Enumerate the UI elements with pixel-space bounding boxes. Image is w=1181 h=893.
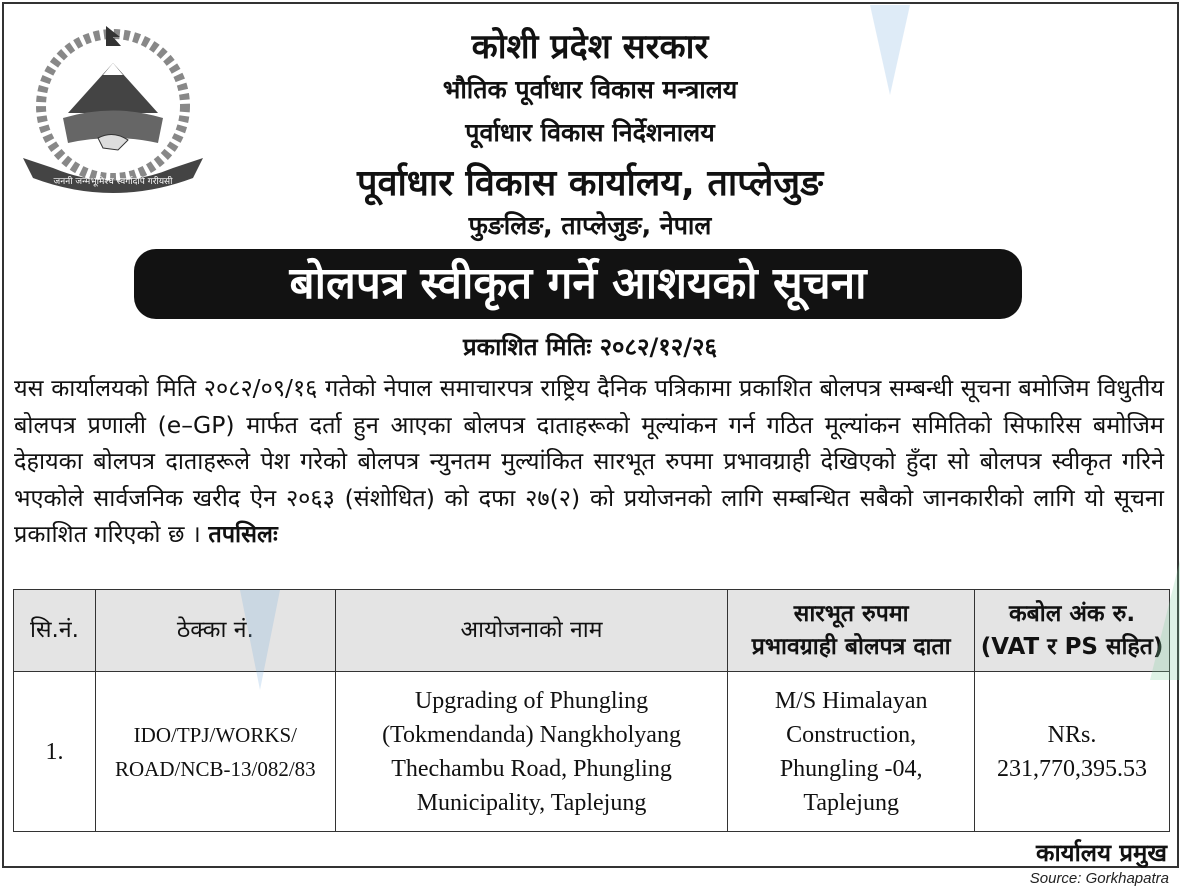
header-sn: सि.नं. (14, 590, 96, 672)
table-row (14, 672, 1170, 832)
header-contract-no: ठेक्का नं. (95, 590, 335, 672)
header-amount: कबोल अंक रु. (VAT र PS सहित) (975, 590, 1170, 672)
notice-title: बोलपत्र स्वीकृत गर्ने आशयको सूचना (289, 258, 867, 309)
cell-amount: NRs. 231,770,395.53 (975, 672, 1170, 832)
details-label: तपसिलः (208, 520, 278, 548)
directorate-name: पूर्वाधार विकास निर्देशनालय (465, 118, 715, 147)
notice-body (14, 370, 1164, 553)
office-name: पूर्वाधार विकास कार्यालय, ताप्लेजुङ (357, 163, 823, 204)
svg-text:जननी जन्मभूमिश्च स्वर्गादपि गर: जननी जन्मभूमिश्च स्वर्गादपि गरीयसी (53, 177, 173, 187)
table-header-row (14, 590, 1170, 672)
notice-body-text: यस कार्यालयको मिति २०८२/०९/१६ गतेको नेपाल समाचारपत्र राष्ट्रिय दैनिक पत्रिकामा प्रकाशित बोलपत्र सम्बन्धी सूचना बमोजिम विधुतीय बोलपत्र प्रणाली (e–GP) मार्फत दर्ता हुन आएका बोलपत्र दाताहरूको मूल्यांकन गर्न गठित मूल्यांकन समितिको सिफारिस बमोजिम देहायका बोलपत्र दाताहरूले पेश गरेको बोलपत्र न्युनतम मुल्यांकित सारभूत रुपमा प्रभावग्राही देखिएको हुँदा सो बोलपत्र स्वीकृत गरिने भएकोले सार्वजनिक खरीद ऐन २०६३ (संशोधित) को दफा २७(२) को प्रयोजनको लागि सम्बन्धित सबैको जानकारीको लागि यो सूचना प्रकाशित गरिएको छ । (14, 374, 1164, 548)
cell-bidder: M/S Himalayan Construction, Phungling -04, Taplejung (728, 672, 975, 832)
ministry-name: भौतिक पूर्वाधार विकास मन्त्रालय (442, 75, 738, 104)
cell-sn: 1. (14, 672, 96, 832)
notice-title-banner (134, 249, 1022, 319)
cell-contract-no: IDO/TPJ/WORKS/ ROAD/NCB-13/082/83 (95, 672, 335, 832)
cell-project-name: Upgrading of Phungling (Tokmendanda) Nangkholyang Thechambu Road, Phungling Municipality, Taplejung (335, 672, 728, 832)
header-project-name: आयोजनाको नाम (335, 590, 728, 672)
source-credit: Source: Gorkhapatra (1029, 870, 1169, 887)
published-date: प्रकाशित मितिः २०८२/१२/२६ (463, 333, 717, 361)
header-bidder: सारभूत रुपमा प्रभावग्राही बोलपत्र दाता (728, 590, 975, 672)
nepal-government-emblem-icon (18, 18, 208, 198)
office-address: फुङलिङ, ताप्लेजुङ, नेपाल (468, 211, 712, 240)
government-name: कोशी प्रदेश सरकार (471, 27, 709, 67)
signature-office-chief: कार्यालय प्रमुख (1036, 839, 1167, 867)
bid-table (13, 589, 1170, 832)
